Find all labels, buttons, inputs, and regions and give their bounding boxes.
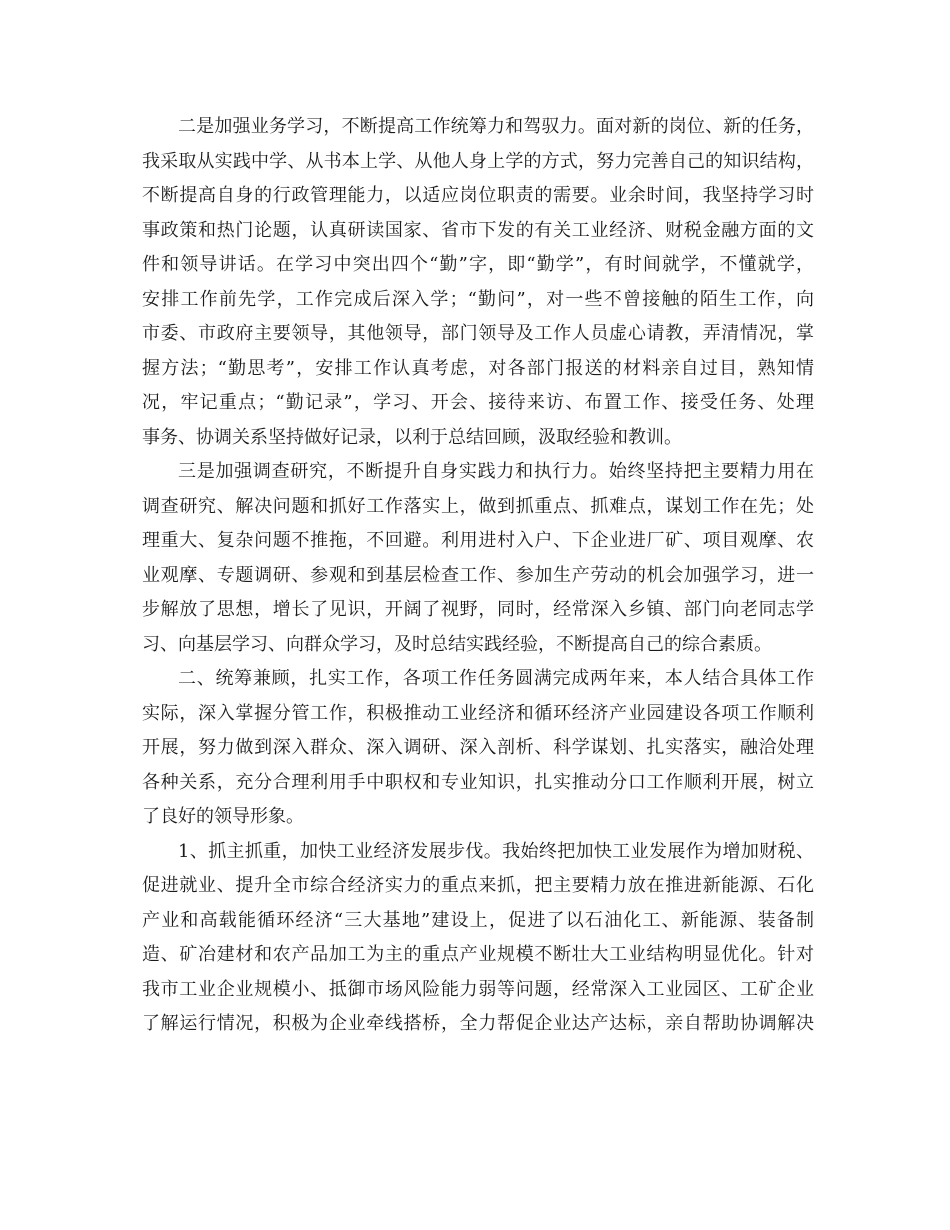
paragraph-line: 步解放了思想，增长了见识，开阔了视野，同时，经常深入乡镇、部门向老同志学 <box>142 599 814 620</box>
paragraph-line: 了良好的领导形象。 <box>142 806 304 827</box>
paragraph-line: 事务、协调关系坚持做好记录，以利于总结回顾，汲取经验和教训。 <box>142 426 682 448</box>
paragraph-line: 各种关系，充分合理利用手中职权和专业知识，扎实推动分口工作顺利开展，树立 <box>142 771 814 793</box>
paragraph-line: 我市工业企业规模小、抵御市场风险能力弱等问题，经常深入工业园区、工矿企业 <box>142 978 814 1000</box>
paragraph-line: 了解运行情况，积极为企业牵线搭桥，全力帮促企业达产达标，亲自帮助协调解决 <box>142 1013 814 1034</box>
paragraph-line: 习、向基层学习、向群众学习，及时总结实践经验，不断提高自己的综合素质。 <box>142 633 772 655</box>
paragraph-line: 二是加强业务学习，不断提高工作统筹力和驾驭力。面对新的岗位、新的任务， <box>178 116 814 137</box>
paragraph-line: 市委、市政府主要领导，其他领导，部门领导及工作人员虚心请教，弄清情况，掌 <box>142 323 814 344</box>
paragraph-line: 造、矿冶建材和农产品加工为主的重点产业规模不断壮大工业结构明显优化。针对 <box>142 944 814 965</box>
paragraph-line: 调查研究、解决问题和抓好工作落实上，做到抓重点、抓难点，谋划工作在先；处 <box>142 495 814 517</box>
document-body <box>142 110 814 1042</box>
paragraph-line: 件和领导讲话。在学习中突出四个“勤”字，即“勤学”，有时间就学，不懂就学， <box>142 254 814 275</box>
paragraph-line: 业观摩、专题调研、参观和到基层检查工作、参加生产劳动的机会加强学习，进一 <box>142 564 814 586</box>
paragraph-line: 理重大、复杂问题不推拖，不回避。利用进村入户、下企业进厂矿、项目观摩、农 <box>142 530 814 551</box>
paragraph-line: 产业和高载能循环经济“三大基地”建设上，促进了以石油化工、新能源、装备制 <box>142 909 814 931</box>
paragraph-line: 开展，努力做到深入群众、深入调研、深入剖析、科学谋划、扎实落实，融洽处理 <box>142 737 814 758</box>
paragraph-line: 况，牢记重点；“勤记录”，学习、开会、接待来访、布置工作、接受任务、处理 <box>142 392 814 413</box>
paragraph-line: 我采取从实践中学、从书本上学、从他人身上学的方式，努力完善自己的知识结构， <box>142 150 814 172</box>
paragraph-line: 实际，深入掌握分管工作，积极推动工业经济和循环经济产业园建设各项工作顺利 <box>142 702 814 724</box>
paragraph-line: 1、抓主抓重，加快工业经济发展步伐。我始终把加快工业发展作为增加财税、 <box>178 840 814 862</box>
paragraph-line: 不断提高自身的行政管理能力，以适应岗位职责的需要。业余时间，我坚持学习时 <box>142 185 814 206</box>
paragraph-line: 安排工作前先学，工作完成后深入学；“勤问”，对一些不曾接触的陌生工作，向 <box>142 288 814 310</box>
paragraph-line: 事政策和热门论题，认真研读国家、省市下发的有关工业经济、财税金融方面的文 <box>142 219 814 241</box>
paragraph-line: 促进就业、提升全市综合经济实力的重点来抓，把主要精力放在推进新能源、石化 <box>142 875 814 896</box>
paragraph-line: 三是加强调查研究，不断提升自身实践力和执行力。始终坚持把主要精力用在 <box>178 461 814 482</box>
paragraph-line: 二、统筹兼顾，扎实工作，各项工作任务圆满完成两年来，本人结合具体工作 <box>178 668 814 689</box>
paragraph-line: 握方法；“勤思考”，安排工作认真考虑，对各部门报送的材料亲自过目，熟知情 <box>142 357 814 379</box>
